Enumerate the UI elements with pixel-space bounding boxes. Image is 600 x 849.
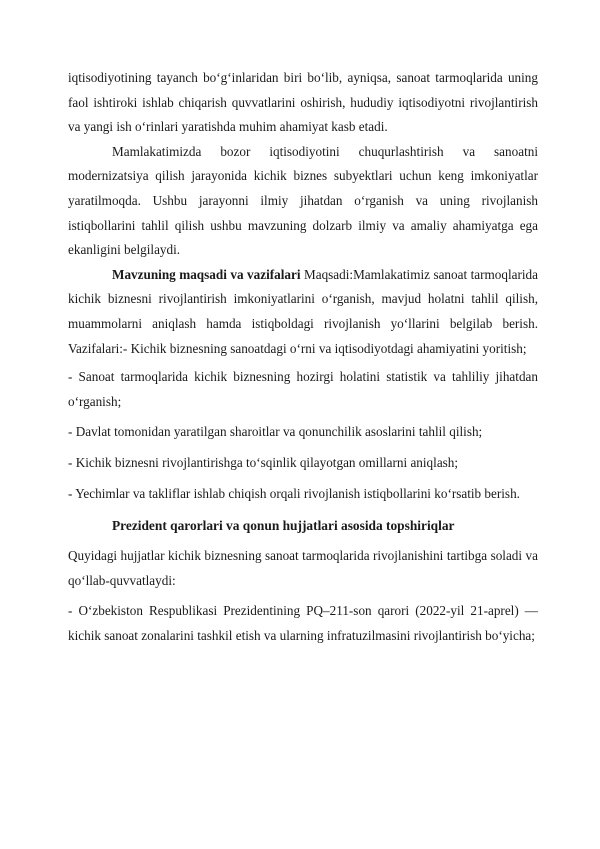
goals-heading-inline: Mavzuning maqsadi va vazifalari: [112, 266, 301, 282]
task-item-solutions: - Yechimlar va takliflar ishlab chiqish orqali rivojlanish istiqbollarini ko‘rsatib berish.: [68, 485, 520, 501]
task-item-obstacles: - Kichik biznesni rivojlantirishga to‘sqinlik qilayotgan omillarni aniqlash;: [68, 454, 459, 470]
paragraph-regulating-documents: Quyidagi hujjatlar kichik biznesning sanoat tarmoqlarida rivojlanishini tartibga soladi va qo‘llab-quvvatlaydi:: [68, 548, 538, 588]
list-item-decree-pq-211: - O‘zbekiston Respublikasi Prezidentining PQ–211-son qarori (2022-yil 21-aprel) — kichik sanoat zonalarini tashkil etish va ularning infratuzilmasini rivojlantirish bo‘yicha;: [68, 603, 538, 643]
task-item-statistical-study: - Sanoat tarmoqlarida kichik biznesning hozirgi holatini statistik va tahliliy jihatdan o‘rganish;: [68, 369, 538, 409]
paragraph-modernization: Mamlakatimizda bozor iqtisodiyotini chuqurlashtirish va sanoatni modernizatsiya qilish jarayonida kichik biznes subyektlari uchun keng imkoniyatlar yaratilmoqda. Ushbu jarayonni ilmiy jihatdan o‘rganish va uning rivojlanish istiqbollarini tahlil qilish ushbu mavzuning dolzarb ilmiy va amaliy ahamiyatga ega ekanligini belgilaydi.: [68, 143, 538, 258]
paragraph-intro-continuation: iqtisodiyotining tayanch bo‘g‘inlaridan biri bo‘lib, ayniqsa, sanoat tarmoqlarida uning faol ishtiroki ishlab chiqarish quvvatlarini oshirish, hududiy iqtisodiyotni rivojlantirish va yangi ish o‘rinlari yaratishda muhim ahamiyat kasb etadi.: [68, 70, 538, 135]
goals-text: Maqsadi:Mamlakatimiz sanoat tarmoqlarida kichik biznesni rivojlantirish imkoniyatlarini o‘rganish, mavjud holatni tahlil qilish, muammolarni aniqlash hamda istiqboldagi rivojlanish yo‘llarini belgilab berish. Vazifalari:- Kichik biznesning sanoatdagi o‘rni va iqtisodiyotdagi ahamiyatini yoritish;: [68, 266, 538, 356]
paragraph-goals: [68, 263, 538, 361]
task-item-legal-analysis: - Davlat tomonidan yaratilgan sharoitlar va qonunchilik asoslarini tahlil qilish;: [68, 424, 483, 440]
section-heading: Prezident qarorlari va qonun hujjatlari asosida topshiriqlar: [112, 518, 455, 534]
